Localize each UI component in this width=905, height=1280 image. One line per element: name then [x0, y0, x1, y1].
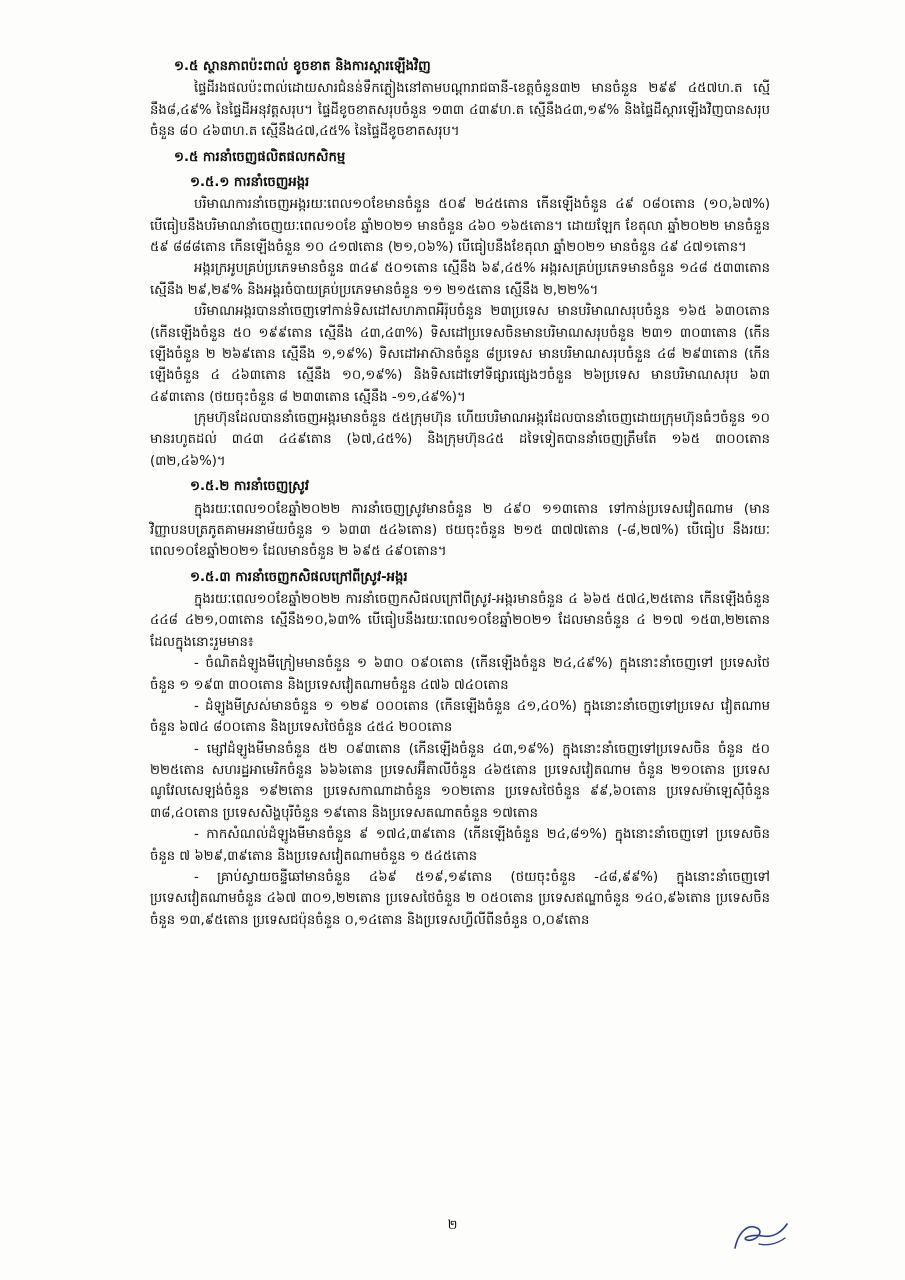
heading-1-5-port-capacity: ១.៥ ស្ថានភាពប៉ះពាល់ ខូចខាត និងការស្តារឡើងវិញ — [174, 59, 431, 74]
bullet-fresh-corn: - គ្រាប់ស្វាយចន្ទីឆៅមានចំនួន ៤៦៩ ៥១៩,១៩តោន (ថយចុះចំនួន -៤៨,៩៩%) ក្នុងនោះនាំចេញទៅ ប្រទេសវៀតណាមចំនួន ៤៦៧ ៣០១,២២តោន ប្រទេសថៃចំនួន ២ ០៥០តោន ប្រទេសឥណ្ឌាចំនួន ១៤០,៩៦តោន ប្រទេសចិនចំនួន ១៣,៩៥តោន ប្រទេសជប៉ុនចំនួន ០,១៤តោន និងប្រទេសហ្វីលីពីនចំនួន ០,០៩តោន — [150, 869, 770, 928]
bullet-cassava-flour: - ម្សៅដំឡូងមីមានចំនួន ៥២ ០៩៣តោន (កើនឡើងចំនួន ៤៣,១៩%) ក្នុងនោះនាំចេញទៅប្រទេសចិន ចំនួន ៥០ ២២៥តោន សហរដ្ឋអាមេរិកចំនួន ៦៦៦តោន ប្រទេសអ៊ីតាលីចំនួន ៤៦៥តោន ប្រទេសវៀតណាម ចំនួន ២១០តោន ប្រទេសណូវែលសេឡង់ចំនួន ១៩២តោន ប្រទេសកាណាដាចំនួន ១០២តោន ប្រទេសថៃចំនួន ៩៩,៦០តោន ប្រទេសម៉ាឡេស៊ីចំនួន ៣៨,៤០តោន ប្រទេសសិង្ហបុរីចំនួន ១៩តោន និងប្រទេសតណាតចំនួន ១៧តោន — [150, 741, 770, 821]
para-port-damage: ផ្ទៃដីរងផលប៉ះពាល់ដោយសារជំនន់ទឹកភ្លៀងនៅតាមបណ្តារាជធានី-ខេត្តចំនួន៣២ មានចំនួន ២៩៩ ៤៥៧ហ.ត ស្មើនឹង៨,៤៩% នៃផ្ទៃដីអនុវត្តសរុប។ ផ្ទៃដីខូចខាតសរុបចំនួន ១៣៣ ៤៣៩ហ.ត ស្មើនឹង៤៣,១៩% និងផ្ទៃដីស្តារឡើងវិញបានសរុបចំនួន ៨០ ៤៦៣ហ.ត ស្មើនឹង៤៧,៤៥% នៃផ្ទៃដីខូចខាតសរុប។ — [150, 81, 770, 140]
document-body — [150, 52, 770, 931]
signature-mark — [729, 1220, 793, 1254]
para-rice-types: អង្ករក្រអូបគ្រប់ប្រភេទមានចំនួន ៣៤៩ ៥០១តោន ស្មើនឹង ៦៩,៤៥% អង្ករសគ្រប់ប្រភេទមានចំនួន ១៤៨ ៥៣៣តោន ស្មើនឹង ២៩,២៩% និងអង្គរចំបាយគ្រប់ប្រភេទមានចំនួន ១១ ២១៥តោន ស្មើនឹង ២,២២%។ — [150, 261, 770, 298]
heading-1-5-1-rice-export: ១.៥.១ ការនាំចេញអង្ករ — [190, 174, 310, 190]
para-rice-export-volume: បរិមាណការនាំចេញអង្ករយៈពេល១០ខែមានចំនួន ៥០៩ ២៤៥តោន កើនឡើងចំនួន ៤៩ ០៨០តោន (១០,៦៧%) បើធៀបនឹងបរិមាណនាំចេញយៈពេល១០ខែ ឆ្នាំ២០២១ មានចំនួន ៤៦០ ១៦៥តោន។ ដោយឡែក ខែតុលា ឆ្នាំ២០២២ មានចំនួន ៥៩ ៨៨៨តោន កើនឡើងចំនួន ១០ ៤១៧តោន (២១,០៦%) បើធៀបនឹងខែតុលា ឆ្នាំ២០២១ មានចំនួន ៤៩ ៤៧១តោន។ — [150, 197, 770, 255]
para-paddy-export: ក្នុងរយៈពេល១០ខែឆ្នាំ២០២២ ការនាំចេញស្រូវមានចំនួន ២ ៤៩០ ១១៣តោន ទៅកាន់ប្រទេសវៀតណាម (មានវិញ្ញាបនបត្រភូតគាមអនាម័យចំនួន ១ ៦៣៣ ៥៤៦តោន) ថយចុះចំនួន ២១៥ ៣៧៧តោន (-៨,២៧%) បើធៀប នឹងរយៈពេល១០ខែឆ្នាំ២០២១ ដែលមានចំនួន ២ ៦៩៥ ៤៩០តោន។ — [150, 501, 770, 560]
bullet-cassava-residue: - កាកសំណល់ដំឡូងមីមានចំនួន ៩ ១៧៤,៣៩តោន (កើនឡើងចំនួន ២៤,៨១%) ក្នុងនោះនាំចេញទៅ ប្រទេសចិនចំនួន ៧ ៦២៩,៣៩តោន និងប្រទេសវៀតណាមចំនួន ១ ៥៤៥តោន — [150, 827, 770, 864]
para-rice-companies: ក្រុមហ៊ុនដែលបាននាំចេញអង្ករមានចំនួន ៥៥ក្រុមហ៊ុន ហើយបរិមាណអង្ករដែលបាននាំចេញដោយក្រុមហ៊ុនធំៗចំនួន ១០ មានរហូតដល់ ៣៤៣ ៤៤៩តោន (៦៧,៤៥%) និងក្រុមហ៊ុន៤៥ ដទៃទៀតបាននាំចេញត្រឹមតែ ១៦៥ ៣០០តោន (៣២,៤៦%)។ — [150, 411, 770, 469]
para-non-rice-export: ក្នុងរយៈពេល១០ខែឆ្នាំ២០២២ ការនាំចេញកសិផលក្រៅពីស្រូវ-អង្ករមានចំនួន ៤ ៦៦៥ ៥៧៤,២៥តោន កើនឡើងចំនួន ៤៤៨ ៤២១,០៣តោន ស្មើនឹង១០,៦៣% បើធៀបនឹងរយៈពេល១០ខែឆ្នាំ២០២១ ដែលមានចំនួន ៤ ២១៧ ១៥៣,២២តោន ដែលក្នុងនោះរួមមាន៖ — [150, 592, 770, 650]
bullet-dry-cassava: - ចំណិតដំឡូងមីក្រៀមមានចំនួន ១ ៦៣០ ០៩០តោន (កើនឡើងចំនួន ២៤,៤៩%) ក្នុងនោះនាំចេញទៅ ប្រទេសថៃចំនួន ១ ១៩៣ ៣០០តោន និងប្រទេសវៀតណាមចំនួន ៤៧៦ ៧៤០តោន — [150, 656, 770, 693]
heading-1-5-2-paddy-export: ១.៥.២ ការនាំចេញស្រូវ — [190, 479, 309, 495]
bullet-fresh-cassava: - ដំឡូងមីស្រស់មានចំនួន ១ ១២៩ ០០០តោន (កើនឡើងចំនួន ៤១,៤០%) ក្នុងនោះនាំចេញទៅប្រទេស វៀតណាមចំនួន ៦៧៤ ៨០០តោន និងប្រទេសថៃចំនួន ៤៥៤ ២០០តោន — [150, 698, 770, 736]
heading-1-5-export-results: ១.៥ ការនាំចេញផលិតផលកសិកម្ម — [174, 149, 346, 165]
heading-1-5-3-non-rice-export: ១.៥.៣ ការនាំចេញកសិផលក្រៅពីស្រូវ-អង្ករ — [190, 569, 408, 585]
page-number: ២ — [447, 1218, 458, 1233]
para-rice-destinations: បរិមាណអង្ករបាននាំចេញទៅកាន់ទិសដៅសហភាពអឺរ៉ុបចំនួន ២៣ប្រទេស មានបរិមាណសរុបចំនួន ១៦៥ ៦៣០តោន (កើនឡើងចំនួន ៥០ ១៩៩តោន ស្មើនឹង ៤៣,៤៣%) ទិសដៅប្រទេសចិនមានបរិមាណសរុបចំនួន ២៣១ ៣០៣តោន (កើនឡើងចំនួន ២ ២៦៩តោន ស្មើនឹង ១,១៩%) ទិសដៅអាស៊ានចំនួន ៨ប្រទេស មានបរិមាណសរុបចំនួន ៤៨ ២៩៣តោន (កើនឡើងចំនួន ៤ ៤៦៣តោន ស្មើនឹង ១០,១៩%) និងទិសដៅទៅទីផ្សារផ្សេងៗចំនួន ២៦ប្រទេស មានបរិមាណសរុប ៦៣ ៤៩៣តោន (ថយចុះចំនួន ៨ ២៣៣តោន ស្មើនឹង -១១,៤៩%)។ — [150, 304, 770, 405]
